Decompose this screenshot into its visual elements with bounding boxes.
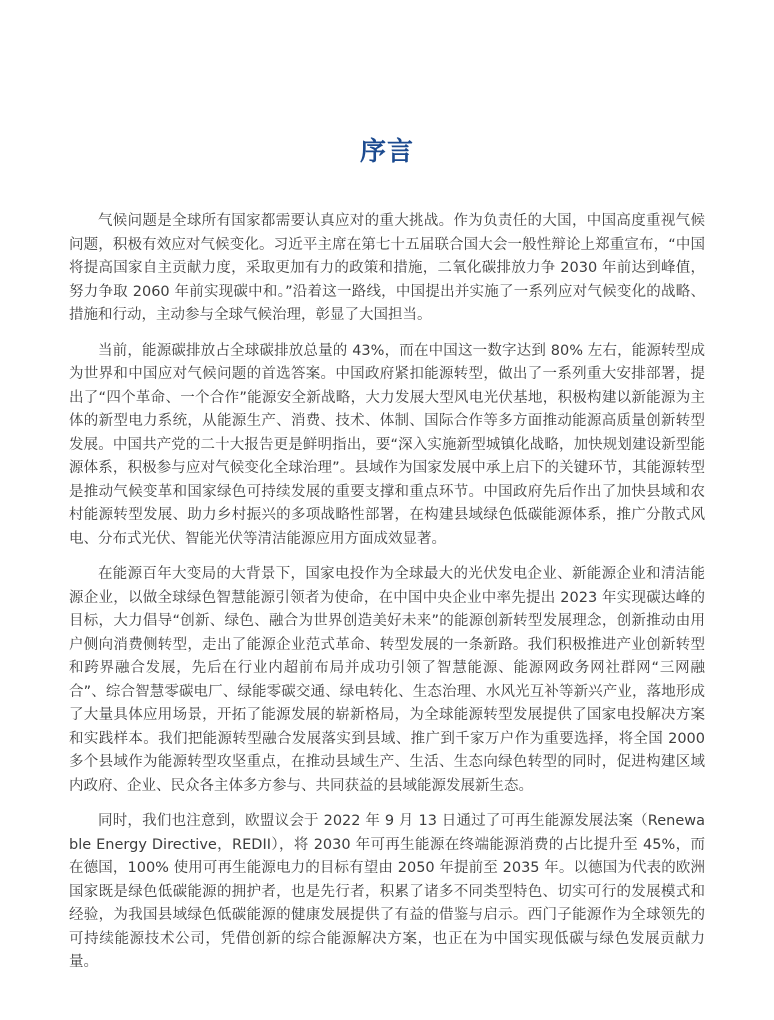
paragraph: 气候问题是全球所有国家都需要认真应对的重大挑战。作为负责任的大国，中国高度重视气候问题，积极有效应对气候变化。习近平主席在第七十五届联合国大会一般性辩论上郑重宣布，“中国将提高国家自主贡献力度，采取更加有力的政策和措施，二氧化碳排放力争 2030 年前达到峰值，努力争取 2060 年前实现碳中和。”沿着这一路线，中国提出并实施了一系列应对气候变化的战略、措施和行动，主动参与全球气候治理，彰显了大国担当。 bbox=[69, 213, 705, 323]
paragraph: 同时，我们也注意到，欧盟议会于 2022 年 9 月 13 日通过了可再生能源发展法案（Renewable Energy Directive，REDII），将 2030 年可再生能源在终端能源消费的占比提升至 45%，而在德国，100% 使用可再生能源电力的目标有望由 2050 年提前至 2035 年。以德国为代表的欧洲国家既是绿色低碳能源的拥护者，也是先行者，积累了诸多不同类型特色、切实可行的发展模式和经验，为我国县域绿色低碳能源的健康发展提供了有益的借鉴与启示。西门子能源作为全球领先的可持续能源技术公司，凭借创新的综合能源解决方案，也正在为中国实现低碳与绿色发展贡献力量。 bbox=[69, 813, 705, 970]
paragraphs bbox=[69, 210, 705, 975]
page-title: 序言 bbox=[359, 137, 414, 167]
document-body bbox=[69, 210, 705, 975]
paragraph: 当前，能源碳排放占全球碳排放总量的 43%，而在中国这一数字达到 80% 左右，能源转型成为世界和中国应对气候问题的首选答案。中国政府紧扣能源转型，做出了一系列重大安排部署，提出了“四个革命、一个合作”能源安全新战略，大力发展大型风电光伏基地，积极构建以新能源为主体的新型电力系统，从能源生产、消费、技术、体制、国际合作等多方面推动能源高质量创新转型发展。中国共产党的二十大报告更是鲜明指出，要“深入实施新型城镇化战略，加快规划建设新型能源体系，积极参与应对气候变化全球治理”。县域作为国家发展中承上启下的关键环节，其能源转型是推动气候变革和国家绿色可持续发展的重要支撑和重点环节。中国政府先后作出了加快县域和农村能源转型发展、助力乡村振兴的多项战略性部署，在构建县域绿色低碳能源体系，推广分散式风电、分布式光伏、智能光伏等清洁能源应用方面成效显著。 bbox=[69, 342, 705, 547]
paragraph: 在能源百年大变局的大背景下，国家电投作为全球最大的光伏发电企业、新能源企业和清洁能源企业，以做全球绿色智慧能源引领者为使命，在中国中央企业中率先提出 2023 年实现碳达峰的目标，大力倡导“创新、绿色、融合为世界创造美好未来”的能源创新转型发展理念，创新推动由用户侧向消费侧转型，走出了能源企业范式革命、转型发展的一条新路。我们积极推进产业创新转型和跨界融合发展，先后在行业内超前布局并成功引领了智慧能源、能源网政务网社群网“三网融合”、综合智慧零碳电厂、绿能零碳交通、绿电转化、生态治理、水风光互补等新兴产业，落地形成了大量具体应用场景，开拓了能源发展的崭新格局，为全球能源转型发展提供了国家电投解决方案和实践样本。我们把能源转型融合发展落实到县域、推广到千家万户作为重要选择，将全国 2000 多个县域作为能源转型攻坚重点，在推动县域生产、生活、生态向绿色转型的同时，促进构建区域内政府、企业、民众各主体多方参与、共同获益的县域能源发展新生态。 bbox=[69, 566, 705, 794]
